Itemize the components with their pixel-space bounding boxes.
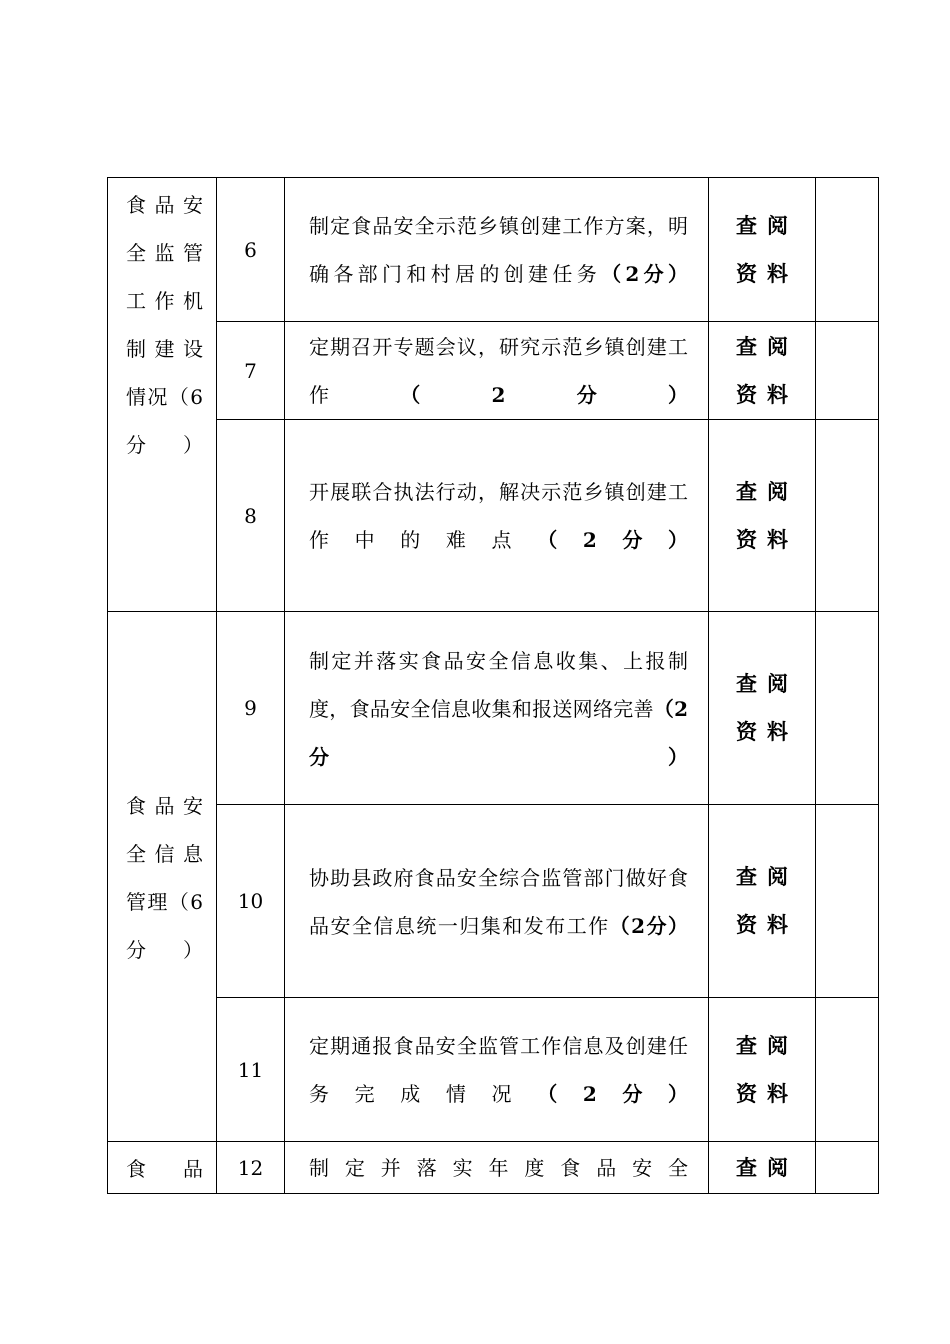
item-number: 12 xyxy=(217,1142,285,1194)
score-cell xyxy=(816,612,879,805)
check-method xyxy=(709,322,816,420)
item-number: 9 xyxy=(217,612,285,805)
evaluation-table xyxy=(107,177,879,1194)
table-row xyxy=(108,805,879,998)
item-text: 定期通报食品安全监管工作信息及创建任务完成情况 xyxy=(309,1034,688,1106)
check-method-label: 查阅资料 xyxy=(736,212,788,286)
score-cell xyxy=(816,805,879,998)
category-label: 食品安全信息管理（6分） xyxy=(126,794,203,962)
check-method xyxy=(709,178,816,322)
table-row xyxy=(108,322,879,420)
check-method-label: 查阅资料 xyxy=(736,333,788,407)
item-score: （2分） xyxy=(309,696,688,769)
table-row xyxy=(108,178,879,322)
item-number: 7 xyxy=(217,322,285,420)
item-description xyxy=(285,322,709,420)
item-description xyxy=(285,1142,709,1194)
check-method xyxy=(709,998,816,1142)
score-cell xyxy=(816,178,879,322)
category-label: 食品 xyxy=(126,1157,203,1181)
item-score: （2分） xyxy=(537,1082,689,1106)
score-cell xyxy=(816,420,879,612)
check-method xyxy=(709,1142,816,1194)
check-method xyxy=(709,420,816,612)
item-description xyxy=(285,178,709,322)
score-cell xyxy=(816,1142,879,1194)
category-cell xyxy=(108,612,217,1142)
item-number: 10 xyxy=(217,805,285,998)
check-method-label: 查阅资料 xyxy=(736,1032,788,1106)
item-description xyxy=(285,420,709,612)
item-score: （2分） xyxy=(609,913,688,938)
item-text: 定期召开专题会议，研究示范乡镇创建工作 xyxy=(309,335,688,407)
item-score: （2分） xyxy=(400,383,689,407)
check-method xyxy=(709,805,816,998)
check-method xyxy=(709,612,816,805)
table-row xyxy=(108,1142,879,1194)
item-score: （2分） xyxy=(601,262,688,286)
check-method-label: 查阅资料 xyxy=(736,478,788,552)
category-cell xyxy=(108,178,217,612)
item-description xyxy=(285,998,709,1142)
table-row xyxy=(108,420,879,612)
score-cell xyxy=(816,322,879,420)
item-number: 8 xyxy=(217,420,285,612)
item-text: 制定并落实年度食品安全 xyxy=(309,1156,688,1180)
check-method-label: 查阅 xyxy=(736,1154,788,1180)
table-row xyxy=(108,998,879,1142)
category-label: 食品安全监管工作机制建设情况（6分） xyxy=(126,193,203,457)
item-text: 协助县政府食品安全综合监管部门做好食品安全信息统一归集和发布工作 xyxy=(309,865,688,938)
table-row xyxy=(108,612,879,805)
item-text: 开展联合执法行动，解决示范乡镇创建工作中的难点 xyxy=(309,480,688,552)
item-description xyxy=(285,612,709,805)
category-cell xyxy=(108,1142,217,1194)
item-score: （2分） xyxy=(537,528,689,552)
item-number: 11 xyxy=(217,998,285,1142)
item-number: 6 xyxy=(217,178,285,322)
check-method-label: 查阅资料 xyxy=(736,671,788,744)
item-text: 制定食品安全示范乡镇创建工作方案，明确各部门和村居的创建任务 xyxy=(309,214,688,286)
item-description xyxy=(285,805,709,998)
item-text: 制定并落实食品安全信息收集、上报制度，食品安全信息收集和报送网络完善 xyxy=(309,648,688,721)
check-method-label: 查阅资料 xyxy=(736,864,788,937)
score-cell xyxy=(816,998,879,1142)
